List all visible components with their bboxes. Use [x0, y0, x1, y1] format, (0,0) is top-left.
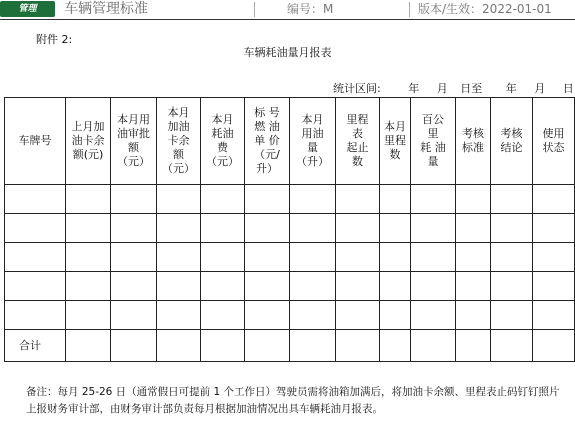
- column-header-label: 本月 加油 卡余 额 （元）: [162, 106, 195, 175]
- column-header-label: 考核 结论: [500, 127, 523, 154]
- total-label: 合计: [5, 330, 66, 362]
- table-cell: [411, 272, 456, 301]
- table-cell: [157, 272, 201, 301]
- column-header-fuel-unit-price: [245, 98, 290, 185]
- table-cell: [201, 301, 245, 330]
- table-cell: [491, 185, 533, 214]
- table-cell: [491, 330, 533, 362]
- table-cell: [201, 272, 245, 301]
- table-cell: [66, 330, 111, 362]
- column-header-usage-status: [533, 98, 575, 185]
- company-logo: [0, 1, 55, 17]
- table-cell: [157, 330, 201, 362]
- table-cell: [411, 185, 456, 214]
- table-cell: [66, 243, 111, 272]
- table-cell: [380, 185, 411, 214]
- table-cell: [380, 272, 411, 301]
- table-cell: [456, 272, 491, 301]
- table-cell: [201, 214, 245, 243]
- table-cell: [66, 185, 111, 214]
- attachment-label: 附件 2:: [36, 33, 73, 46]
- period-month-start: 月: [436, 82, 448, 95]
- column-header-label: 本月 里程 数: [384, 120, 406, 161]
- table-cell: [456, 330, 491, 362]
- table-cell: [290, 301, 336, 330]
- table-cell: [533, 185, 575, 214]
- column-header-assessment-standard: [456, 98, 491, 185]
- table-cell: [245, 301, 290, 330]
- period-month-end: 月: [534, 82, 546, 95]
- table-row: [5, 214, 575, 243]
- column-header-label: 里程 表 起止 数: [346, 113, 369, 168]
- column-header-label: 使用 状态: [542, 127, 565, 154]
- column-header-approved-fuel-amount: [111, 98, 157, 185]
- table-cell: [380, 243, 411, 272]
- table-cell: [533, 214, 575, 243]
- table-cell: [411, 330, 456, 362]
- header-divider: [409, 2, 410, 17]
- column-header-plate-number: [5, 98, 66, 185]
- table-cell: [456, 301, 491, 330]
- report-note: 备注：每月 25-26 日（通常假日可提前 1 个工作日）驾驶员需将油箱加满后，将加油卡余额、里程表止码钉钉照片上报财务审计部，由财务审计部负责每月根据加油情况出具车辆耗油月报表。: [26, 386, 560, 415]
- table-cell: [201, 330, 245, 362]
- table-row: [5, 243, 575, 272]
- header-title: 车辆管理标准: [64, 1, 148, 17]
- header-divider: [254, 2, 255, 17]
- table-cell: [111, 243, 157, 272]
- table-header-row: [5, 98, 575, 185]
- column-header-monthly-mileage: [380, 98, 411, 185]
- period-label: 统计区间:: [333, 82, 381, 95]
- table-cell: [290, 243, 336, 272]
- column-header-label: 本月 耗油 费 （元）: [206, 113, 239, 168]
- header-number: 编号：M: [287, 2, 334, 16]
- column-header-label: 本月用 油审批 额 （元）: [117, 113, 150, 168]
- table-cell: [336, 214, 380, 243]
- table-cell: [245, 330, 290, 362]
- table-cell: [111, 214, 157, 243]
- table-cell: [533, 301, 575, 330]
- table-cell: [491, 214, 533, 243]
- table-row: [5, 185, 575, 214]
- column-header-odometer-range: [336, 98, 380, 185]
- table-cell: [157, 301, 201, 330]
- table-cell: [5, 243, 66, 272]
- table-cell: [66, 214, 111, 243]
- table-cell: [533, 330, 575, 362]
- table-cell: [411, 214, 456, 243]
- header-version: 版本/生效：2022-01-01: [418, 2, 552, 16]
- column-header-last-month-card-balance: [66, 98, 111, 185]
- statistics-period: [333, 80, 574, 96]
- fuel-report-table: [4, 97, 575, 362]
- column-header-label: 车牌号: [18, 134, 52, 147]
- table-cell: [411, 301, 456, 330]
- table-cell: [111, 301, 157, 330]
- table-cell: [66, 272, 111, 301]
- table-cell: [5, 185, 66, 214]
- column-header-assessment-result: [491, 98, 533, 185]
- period-year-end: 年: [505, 82, 517, 95]
- table-cell: [111, 330, 157, 362]
- table-cell: [380, 301, 411, 330]
- period-day-end: 日: [562, 82, 574, 95]
- table-cell: [491, 243, 533, 272]
- header-rule: [0, 19, 575, 20]
- column-header-label: 标 号 燃 油 单 价 （元/ 升）: [254, 106, 280, 175]
- column-header-label: 上月加 油卡余 额(元): [71, 120, 105, 161]
- table-cell: [157, 214, 201, 243]
- table-cell: [491, 301, 533, 330]
- table-cell: [491, 272, 533, 301]
- table-cell: [456, 185, 491, 214]
- table-cell: [245, 272, 290, 301]
- table-cell: [111, 272, 157, 301]
- table-cell: [411, 243, 456, 272]
- column-header-card-balance: [157, 98, 201, 185]
- table-cell: [336, 243, 380, 272]
- table-cell: [5, 214, 66, 243]
- table-cell: [336, 301, 380, 330]
- table-cell: [456, 243, 491, 272]
- table-cell: [336, 185, 380, 214]
- total-row: [5, 330, 575, 362]
- table-cell: [201, 243, 245, 272]
- table-cell: [290, 214, 336, 243]
- table-cell: [245, 243, 290, 272]
- column-header-label: 百公 里 耗 油 量: [420, 113, 446, 168]
- table-cell: [533, 243, 575, 272]
- table-cell: [245, 214, 290, 243]
- table-cell: [245, 185, 290, 214]
- table-cell: [290, 330, 336, 362]
- logo-text: 管理: [18, 4, 37, 14]
- table-cell: [157, 185, 201, 214]
- column-header-consumption-per-100km: [411, 98, 456, 185]
- table-cell: [456, 214, 491, 243]
- column-header-label: 考核 标准: [462, 127, 484, 154]
- column-header-label: 本月 用油 量 （升）: [296, 113, 329, 168]
- table-cell: [336, 330, 380, 362]
- table-cell: [380, 214, 411, 243]
- document-header: [0, 0, 575, 20]
- table-row: [5, 272, 575, 301]
- table-cell: [111, 185, 157, 214]
- table-cell: [290, 185, 336, 214]
- table-cell: [201, 185, 245, 214]
- table-cell: [5, 272, 66, 301]
- period-year-start: 年: [408, 82, 420, 95]
- table-cell: [157, 243, 201, 272]
- table-cell: [290, 272, 336, 301]
- report-title: 车辆耗油量月报表: [243, 46, 332, 59]
- column-header-fuel-cost: [201, 98, 245, 185]
- table-cell: [66, 301, 111, 330]
- table-cell: [533, 272, 575, 301]
- table-cell: [5, 301, 66, 330]
- column-header-fuel-volume: [290, 98, 336, 185]
- table-cell: [380, 330, 411, 362]
- table-cell: [336, 272, 380, 301]
- period-day-start: 日至: [460, 82, 483, 95]
- table-row: [5, 301, 575, 330]
